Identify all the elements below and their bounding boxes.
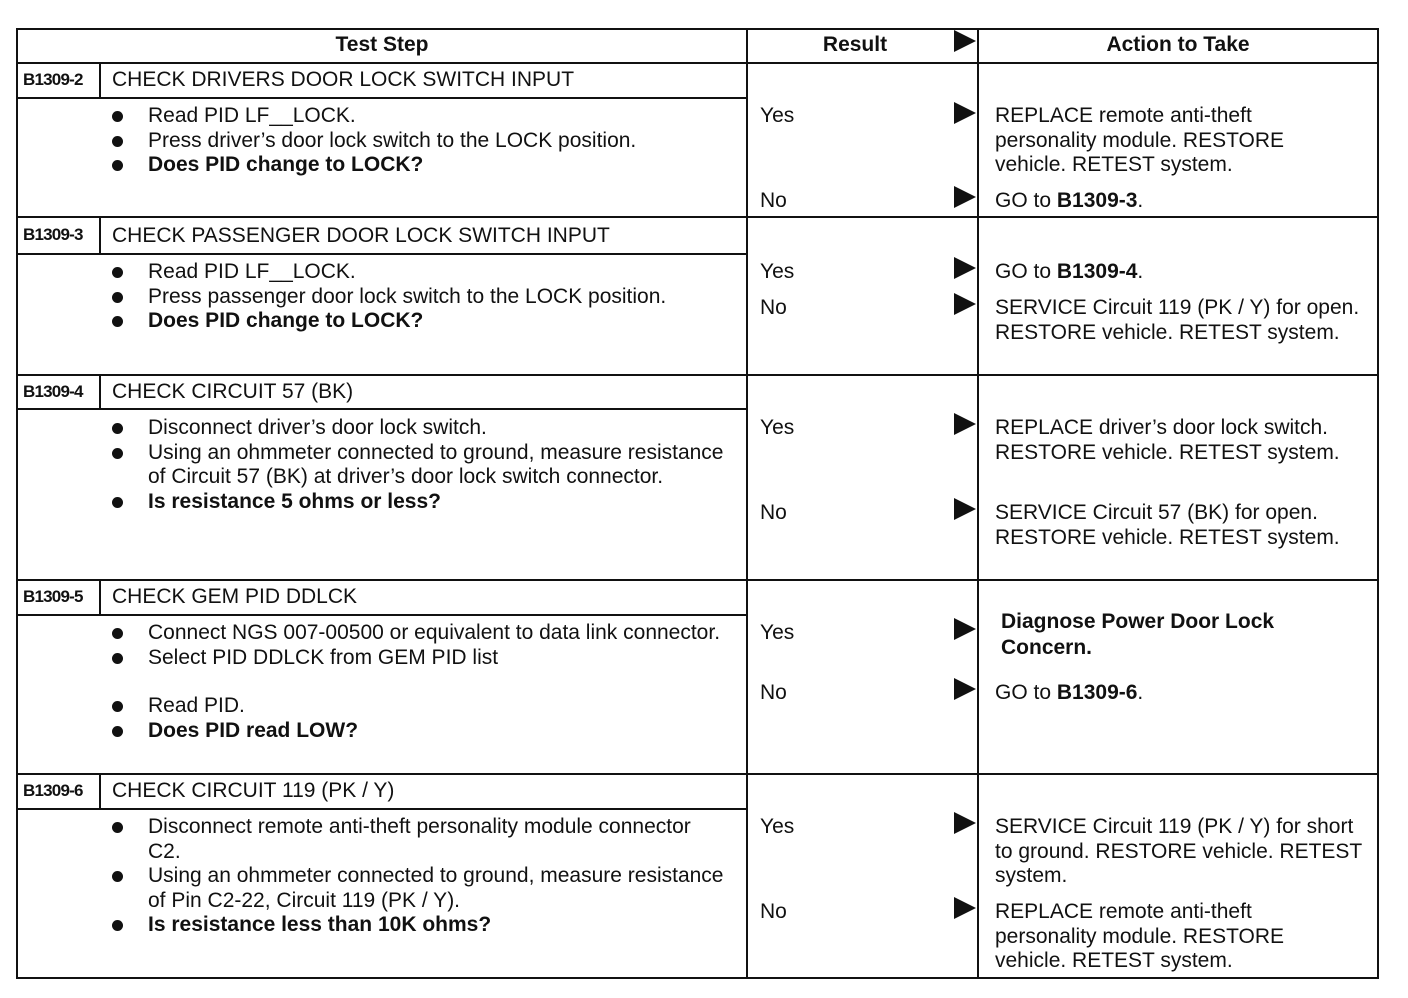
action-text: GO to B1309-3. bbox=[995, 189, 1144, 212]
bullet-icon bbox=[112, 448, 123, 459]
step-reference: B1309-3 bbox=[1056, 189, 1138, 212]
result-no: No bbox=[760, 189, 787, 212]
result-no: No bbox=[760, 501, 787, 524]
step-instructions bbox=[110, 815, 740, 938]
result-yes: Yes bbox=[760, 621, 795, 644]
instruction-item: Using an ohmmeter connected to ground, measure resistance of Circuit 57 (BK) at driver’s door lock switch connector. bbox=[110, 441, 728, 490]
step-title: CHECK DRIVERS DOOR LOCK SWITCH INPUT bbox=[112, 68, 575, 91]
action-text: GO to B1309-4. bbox=[995, 260, 1144, 283]
instruction-question: Does PID change to LOCK? bbox=[110, 153, 740, 178]
bullet-icon bbox=[112, 701, 123, 712]
bullet-icon bbox=[112, 653, 123, 664]
instruction-item: Disconnect driver’s door lock switch. bbox=[110, 416, 740, 441]
instruction-item: Read PID LF__LOCK. bbox=[110, 260, 740, 285]
result-arrow-icon bbox=[954, 102, 976, 124]
instruction-question: Is resistance less than 10K ohms? bbox=[110, 913, 740, 938]
action-text: GO to B1309-6. bbox=[995, 681, 1144, 704]
row-divider bbox=[16, 216, 1379, 218]
action-text: Diagnose Power Door Lock Concern. bbox=[1001, 610, 1275, 659]
instruction-question: Is resistance 5 ohms or less? bbox=[110, 490, 740, 515]
result-no: No bbox=[760, 900, 787, 923]
result-column-border bbox=[746, 28, 748, 979]
step-reference: B1309-4 bbox=[1056, 260, 1138, 283]
bullet-icon bbox=[112, 136, 123, 147]
step-title-underline bbox=[16, 97, 748, 99]
step-instructions bbox=[110, 260, 740, 334]
bullet-icon bbox=[112, 292, 123, 303]
result-arrow-icon bbox=[954, 812, 976, 834]
bullet-icon bbox=[112, 111, 123, 122]
result-arrow-icon bbox=[954, 678, 976, 700]
step-instructions bbox=[110, 416, 740, 514]
bullet-icon bbox=[112, 160, 123, 171]
header-result: Result bbox=[822, 33, 888, 56]
instruction-question: Does PID change to LOCK? bbox=[110, 309, 740, 334]
bullet-icon bbox=[112, 920, 123, 931]
result-arrow-icon bbox=[954, 293, 976, 315]
result-no: No bbox=[760, 296, 787, 319]
result-yes: Yes bbox=[760, 104, 795, 127]
header-arrow-icon bbox=[954, 30, 976, 52]
instruction-item: Press passenger door lock switch to the LOCK position. bbox=[110, 285, 688, 310]
instruction-item: Select PID DDLCK from GEM PID list bbox=[110, 646, 740, 671]
action-text: SERVICE Circuit 119 (PK / Y) for open. RESTORE vehicle. RETEST system. bbox=[995, 296, 1360, 344]
bullet-icon bbox=[112, 871, 123, 882]
result-yes: Yes bbox=[760, 815, 795, 838]
result-arrow-icon bbox=[954, 186, 976, 208]
header-action: Action to Take bbox=[1106, 33, 1250, 56]
step-title-underline bbox=[16, 614, 748, 616]
step-title-underline bbox=[16, 253, 748, 255]
bullet-icon bbox=[112, 423, 123, 434]
action-text: REPLACE remote anti-theft personality module. RESTORE vehicle. RETEST system. bbox=[995, 900, 1285, 972]
bullet-icon bbox=[112, 726, 123, 737]
step-title: CHECK CIRCUIT 57 (BK) bbox=[112, 380, 354, 403]
instruction-item: Connect NGS 007-00500 or equivalent to data link connector. bbox=[110, 621, 748, 646]
bullet-icon bbox=[112, 267, 123, 278]
step-code: B1309-4 bbox=[23, 382, 83, 401]
step-title: CHECK CIRCUIT 119 (PK / Y) bbox=[112, 779, 395, 802]
instruction-item: Press driver’s door lock switch to the LOCK position. bbox=[110, 129, 648, 154]
step-title: CHECK PASSENGER DOOR LOCK SWITCH INPUT bbox=[112, 224, 610, 247]
result-arrow-icon bbox=[954, 257, 976, 279]
bullet-icon bbox=[112, 628, 123, 639]
action-text: SERVICE Circuit 119 (PK / Y) for short to ground. RESTORE vehicle. RETEST system. bbox=[995, 815, 1362, 887]
table-left-border bbox=[16, 28, 18, 979]
result-arrow-icon bbox=[954, 897, 976, 919]
result-arrow-icon bbox=[954, 498, 976, 520]
table-bottom-border bbox=[16, 977, 1379, 979]
result-arrow-icon bbox=[954, 618, 976, 640]
result-yes: Yes bbox=[760, 260, 795, 283]
step-instructions bbox=[110, 104, 740, 178]
result-no: No bbox=[760, 681, 787, 704]
header-test-step: Test Step bbox=[335, 33, 429, 56]
step-code: B1309-6 bbox=[23, 781, 83, 800]
result-arrow-icon bbox=[954, 413, 976, 435]
step-reference: B1309-6 bbox=[1056, 681, 1138, 704]
step-code: B1309-2 bbox=[23, 70, 83, 89]
action-text: REPLACE driver’s door lock switch. RESTORE vehicle. RETEST system. bbox=[995, 416, 1340, 464]
result-yes: Yes bbox=[760, 416, 795, 439]
bullet-icon bbox=[112, 822, 123, 833]
instruction-item: Using an ohmmeter connected to ground, measure resistance of Pin C2-22, Circuit 119 (PK / Y). bbox=[110, 864, 728, 913]
step-title: CHECK GEM PID DDLCK bbox=[112, 585, 358, 608]
action-text: SERVICE Circuit 57 (BK) for open. RESTORE vehicle. RETEST system. bbox=[995, 501, 1340, 549]
action-text: REPLACE remote anti-theft personality module. RESTORE vehicle. RETEST system. bbox=[995, 104, 1285, 176]
step-title-underline bbox=[16, 808, 748, 810]
step-code: B1309-3 bbox=[23, 225, 83, 244]
bullet-icon bbox=[112, 497, 123, 508]
step-code: B1309-5 bbox=[23, 587, 83, 606]
instruction-item: Read PID. bbox=[110, 694, 740, 719]
instruction-item: Disconnect remote anti-theft personality module connector C2. bbox=[110, 815, 728, 864]
instruction-question: Does PID read LOW? bbox=[110, 719, 740, 744]
step-instructions bbox=[110, 621, 740, 743]
instruction-item: Read PID LF__LOCK. bbox=[110, 104, 740, 129]
action-column-border bbox=[977, 28, 979, 979]
table-right-border bbox=[1377, 28, 1379, 979]
bullet-icon bbox=[112, 316, 123, 327]
